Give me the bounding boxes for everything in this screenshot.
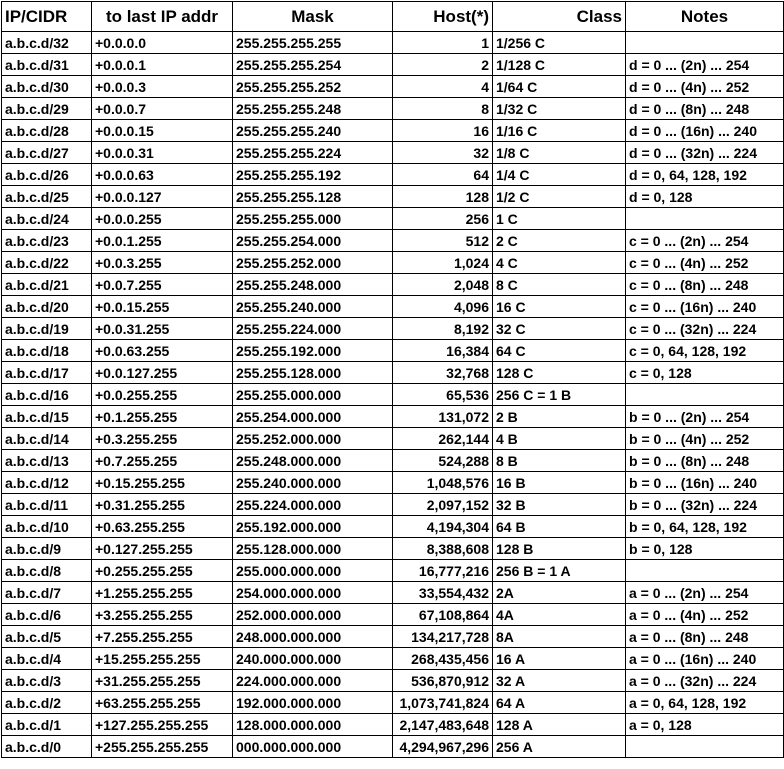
cell-notes: b = 0 ... (32n) ... 224 — [626, 494, 784, 516]
cell-mask: 255.254.000.000 — [233, 406, 393, 428]
table-row — [2, 230, 784, 252]
cell-ip-cidr: a.b.c.d/14 — [2, 428, 92, 450]
cell-mask: 255.255.255.224 — [233, 142, 393, 164]
cell-host: 268,435,456 — [393, 648, 493, 670]
cell-host: 1,073,741,824 — [393, 692, 493, 714]
table-row — [2, 604, 784, 626]
cell-mask: 255.255.240.000 — [233, 296, 393, 318]
cell-notes — [626, 560, 784, 582]
cell-class: 32 A — [493, 670, 626, 692]
cell-host: 16,384 — [393, 340, 493, 362]
cell-class: 1/256 C — [493, 32, 626, 54]
cell-class: 64 A — [493, 692, 626, 714]
cell-notes: a = 0, 128 — [626, 714, 784, 736]
cell-to-last-ip: +0.0.0.3 — [92, 76, 233, 98]
cell-to-last-ip: +0.0.3.255 — [92, 252, 233, 274]
cell-mask: 224.000.000.000 — [233, 670, 393, 692]
cell-to-last-ip: +0.0.0.63 — [92, 164, 233, 186]
cell-class: 1/8 C — [493, 142, 626, 164]
cell-class: 16 A — [493, 648, 626, 670]
cell-host: 16,777,216 — [393, 560, 493, 582]
cell-class: 64 C — [493, 340, 626, 362]
cell-notes: c = 0 ... (2n) ... 254 — [626, 230, 784, 252]
cell-to-last-ip: +0.0.63.255 — [92, 340, 233, 362]
cell-class: 1 C — [493, 208, 626, 230]
cell-notes: c = 0 ... (32n) ... 224 — [626, 318, 784, 340]
cell-to-last-ip: +0.31.255.255 — [92, 494, 233, 516]
cell-mask: 255.255.255.255 — [233, 32, 393, 54]
cell-to-last-ip: +7.255.255.255 — [92, 626, 233, 648]
cell-host: 2 — [393, 54, 493, 76]
cell-ip-cidr: a.b.c.d/4 — [2, 648, 92, 670]
cell-notes: a = 0 ... (16n) ... 240 — [626, 648, 784, 670]
cell-notes: a = 0 ... (32n) ... 224 — [626, 670, 784, 692]
cell-class: 2A — [493, 582, 626, 604]
header-mask: Mask — [233, 2, 393, 32]
cell-mask: 252.000.000.000 — [233, 604, 393, 626]
cell-host: 4,194,304 — [393, 516, 493, 538]
table-row — [2, 274, 784, 296]
cell-mask: 255.248.000.000 — [233, 450, 393, 472]
cell-ip-cidr: a.b.c.d/26 — [2, 164, 92, 186]
cell-notes: d = 0, 128 — [626, 186, 784, 208]
cell-ip-cidr: a.b.c.d/21 — [2, 274, 92, 296]
cell-host: 16 — [393, 120, 493, 142]
cell-notes: d = 0 ... (32n) ... 224 — [626, 142, 784, 164]
cell-to-last-ip: +0.0.0.31 — [92, 142, 233, 164]
cell-host: 33,554,432 — [393, 582, 493, 604]
cell-mask: 255.240.000.000 — [233, 472, 393, 494]
cell-host: 32,768 — [393, 362, 493, 384]
cell-ip-cidr: a.b.c.d/30 — [2, 76, 92, 98]
cell-host: 1,048,576 — [393, 472, 493, 494]
cell-mask: 255.255.128.000 — [233, 362, 393, 384]
cell-mask: 254.000.000.000 — [233, 582, 393, 604]
cell-mask: 128.000.000.000 — [233, 714, 393, 736]
table-row — [2, 98, 784, 120]
cell-notes — [626, 736, 784, 758]
table-row — [2, 340, 784, 362]
cell-host: 4,096 — [393, 296, 493, 318]
cell-ip-cidr: a.b.c.d/23 — [2, 230, 92, 252]
cell-mask: 255.255.252.000 — [233, 252, 393, 274]
table-row — [2, 318, 784, 340]
cell-to-last-ip: +0.0.0.7 — [92, 98, 233, 120]
cell-host: 2,147,483,648 — [393, 714, 493, 736]
cell-notes: c = 0 ... (4n) ... 252 — [626, 252, 784, 274]
cell-to-last-ip: +0.255.255.255 — [92, 560, 233, 582]
cell-notes: b = 0 ... (16n) ... 240 — [626, 472, 784, 494]
cell-mask: 255.255.255.128 — [233, 186, 393, 208]
cidr-table — [1, 1, 784, 758]
cell-class: 16 C — [493, 296, 626, 318]
cell-host: 64 — [393, 164, 493, 186]
cell-notes — [626, 32, 784, 54]
cell-mask: 255.255.255.252 — [233, 76, 393, 98]
cell-notes: b = 0 ... (2n) ... 254 — [626, 406, 784, 428]
cell-host: 4 — [393, 76, 493, 98]
cell-mask: 240.000.000.000 — [233, 648, 393, 670]
cell-class: 1/16 C — [493, 120, 626, 142]
table-row — [2, 428, 784, 450]
table-row — [2, 32, 784, 54]
header-notes: Notes — [626, 2, 784, 32]
cell-ip-cidr: a.b.c.d/0 — [2, 736, 92, 758]
cell-class: 256 C = 1 B — [493, 384, 626, 406]
cell-ip-cidr: a.b.c.d/31 — [2, 54, 92, 76]
cell-notes: d = 0 ... (4n) ... 252 — [626, 76, 784, 98]
cell-class: 32 C — [493, 318, 626, 340]
cell-notes: b = 0 ... (4n) ... 252 — [626, 428, 784, 450]
cell-to-last-ip: +31.255.255.255 — [92, 670, 233, 692]
table-row — [2, 164, 784, 186]
cell-class: 8 B — [493, 450, 626, 472]
table-row — [2, 76, 784, 98]
header-ip-cidr: IP/CIDR — [2, 2, 92, 32]
cell-host: 1,024 — [393, 252, 493, 274]
cell-class: 256 B = 1 A — [493, 560, 626, 582]
cell-host: 8,388,608 — [393, 538, 493, 560]
cell-to-last-ip: +0.0.0.0 — [92, 32, 233, 54]
cell-ip-cidr: a.b.c.d/20 — [2, 296, 92, 318]
cell-class: 4 B — [493, 428, 626, 450]
cell-class: 2 B — [493, 406, 626, 428]
cell-to-last-ip: +0.15.255.255 — [92, 472, 233, 494]
cell-to-last-ip: +1.255.255.255 — [92, 582, 233, 604]
table-row — [2, 120, 784, 142]
table-body — [2, 32, 784, 758]
cell-ip-cidr: a.b.c.d/17 — [2, 362, 92, 384]
table-header — [2, 2, 784, 32]
table-row — [2, 538, 784, 560]
cell-ip-cidr: a.b.c.d/2 — [2, 692, 92, 714]
cell-ip-cidr: a.b.c.d/32 — [2, 32, 92, 54]
cell-notes — [626, 208, 784, 230]
table-row — [2, 582, 784, 604]
cell-mask: 255.224.000.000 — [233, 494, 393, 516]
cell-mask: 000.000.000.000 — [233, 736, 393, 758]
cell-mask: 255.192.000.000 — [233, 516, 393, 538]
cell-to-last-ip: +0.0.31.255 — [92, 318, 233, 340]
cell-mask: 248.000.000.000 — [233, 626, 393, 648]
cell-to-last-ip: +0.0.1.255 — [92, 230, 233, 252]
cell-class: 32 B — [493, 494, 626, 516]
table-row — [2, 516, 784, 538]
cell-notes: d = 0 ... (8n) ... 248 — [626, 98, 784, 120]
cell-notes — [626, 384, 784, 406]
table-row — [2, 450, 784, 472]
table-row — [2, 494, 784, 516]
cell-mask: 255.255.000.000 — [233, 384, 393, 406]
cell-to-last-ip: +0.7.255.255 — [92, 450, 233, 472]
table-row — [2, 670, 784, 692]
cell-mask: 255.255.255.254 — [233, 54, 393, 76]
cell-to-last-ip: +0.1.255.255 — [92, 406, 233, 428]
header-class: Class — [493, 2, 626, 32]
table-row — [2, 208, 784, 230]
cell-mask: 255.000.000.000 — [233, 560, 393, 582]
cell-class: 8 C — [493, 274, 626, 296]
cell-notes: a = 0, 64, 128, 192 — [626, 692, 784, 714]
header-to-last-ip: to last IP addr — [92, 2, 233, 32]
table-row — [2, 186, 784, 208]
cell-ip-cidr: a.b.c.d/24 — [2, 208, 92, 230]
cell-ip-cidr: a.b.c.d/11 — [2, 494, 92, 516]
header-host: Host(*) — [393, 2, 493, 32]
cell-mask: 255.255.255.248 — [233, 98, 393, 120]
cell-ip-cidr: a.b.c.d/9 — [2, 538, 92, 560]
cell-class: 1/128 C — [493, 54, 626, 76]
cell-notes: c = 0 ... (8n) ... 248 — [626, 274, 784, 296]
cell-ip-cidr: a.b.c.d/27 — [2, 142, 92, 164]
cell-to-last-ip: +0.0.7.255 — [92, 274, 233, 296]
cell-host: 67,108,864 — [393, 604, 493, 626]
cell-mask: 255.255.192.000 — [233, 340, 393, 362]
header-row — [2, 2, 784, 32]
cell-to-last-ip: +0.0.15.255 — [92, 296, 233, 318]
table-row — [2, 406, 784, 428]
cell-notes: d = 0, 64, 128, 192 — [626, 164, 784, 186]
cell-class: 8A — [493, 626, 626, 648]
cell-ip-cidr: a.b.c.d/25 — [2, 186, 92, 208]
table-row — [2, 692, 784, 714]
cell-mask: 255.255.255.240 — [233, 120, 393, 142]
cell-host: 262,144 — [393, 428, 493, 450]
cell-mask: 255.255.255.192 — [233, 164, 393, 186]
cell-host: 131,072 — [393, 406, 493, 428]
cell-notes: b = 0, 128 — [626, 538, 784, 560]
cell-notes: b = 0, 64, 128, 192 — [626, 516, 784, 538]
table-row — [2, 560, 784, 582]
cell-to-last-ip: +127.255.255.255 — [92, 714, 233, 736]
cell-mask: 255.255.255.000 — [233, 208, 393, 230]
cell-class: 1/64 C — [493, 76, 626, 98]
cell-class: 1/32 C — [493, 98, 626, 120]
cell-to-last-ip: +0.3.255.255 — [92, 428, 233, 450]
cell-to-last-ip: +15.255.255.255 — [92, 648, 233, 670]
cell-to-last-ip: +0.0.0.1 — [92, 54, 233, 76]
cell-ip-cidr: a.b.c.d/10 — [2, 516, 92, 538]
cell-host: 256 — [393, 208, 493, 230]
table-row — [2, 252, 784, 274]
cell-host: 524,288 — [393, 450, 493, 472]
table-row — [2, 736, 784, 758]
cell-ip-cidr: a.b.c.d/3 — [2, 670, 92, 692]
cell-host: 2,048 — [393, 274, 493, 296]
cell-ip-cidr: a.b.c.d/13 — [2, 450, 92, 472]
cell-to-last-ip: +0.63.255.255 — [92, 516, 233, 538]
cell-notes: c = 0 ... (16n) ... 240 — [626, 296, 784, 318]
cell-mask: 255.255.248.000 — [233, 274, 393, 296]
cell-class: 4 C — [493, 252, 626, 274]
cell-mask: 255.128.000.000 — [233, 538, 393, 560]
cell-ip-cidr: a.b.c.d/28 — [2, 120, 92, 142]
cell-class: 16 B — [493, 472, 626, 494]
table-row — [2, 648, 784, 670]
cell-ip-cidr: a.b.c.d/29 — [2, 98, 92, 120]
cell-notes: c = 0, 128 — [626, 362, 784, 384]
cell-notes: a = 0 ... (8n) ... 248 — [626, 626, 784, 648]
cell-mask: 255.252.000.000 — [233, 428, 393, 450]
cell-ip-cidr: a.b.c.d/22 — [2, 252, 92, 274]
cell-to-last-ip: +0.0.255.255 — [92, 384, 233, 406]
cell-to-last-ip: +0.0.0.127 — [92, 186, 233, 208]
cell-host: 512 — [393, 230, 493, 252]
cell-host: 2,097,152 — [393, 494, 493, 516]
cell-ip-cidr: a.b.c.d/18 — [2, 340, 92, 362]
table-row — [2, 384, 784, 406]
cell-host: 32 — [393, 142, 493, 164]
cell-ip-cidr: a.b.c.d/8 — [2, 560, 92, 582]
cell-host: 1 — [393, 32, 493, 54]
cell-ip-cidr: a.b.c.d/16 — [2, 384, 92, 406]
cell-ip-cidr: a.b.c.d/5 — [2, 626, 92, 648]
cell-host: 8 — [393, 98, 493, 120]
cell-class: 2 C — [493, 230, 626, 252]
cell-class: 1/2 C — [493, 186, 626, 208]
cell-host: 536,870,912 — [393, 670, 493, 692]
cell-to-last-ip: +63.255.255.255 — [92, 692, 233, 714]
cell-to-last-ip: +0.0.0.15 — [92, 120, 233, 142]
cell-notes: b = 0 ... (8n) ... 248 — [626, 450, 784, 472]
cell-notes: d = 0 ... (16n) ... 240 — [626, 120, 784, 142]
cell-ip-cidr: a.b.c.d/15 — [2, 406, 92, 428]
cell-ip-cidr: a.b.c.d/12 — [2, 472, 92, 494]
table-row — [2, 714, 784, 736]
cell-class: 64 B — [493, 516, 626, 538]
cell-host: 65,536 — [393, 384, 493, 406]
cell-notes: d = 0 ... (2n) ... 254 — [626, 54, 784, 76]
table-row — [2, 142, 784, 164]
cell-host: 128 — [393, 186, 493, 208]
table-row — [2, 54, 784, 76]
cell-host: 4,294,967,296 — [393, 736, 493, 758]
table-row — [2, 362, 784, 384]
cell-ip-cidr: a.b.c.d/6 — [2, 604, 92, 626]
cell-class: 128 C — [493, 362, 626, 384]
cell-class: 128 B — [493, 538, 626, 560]
table-row — [2, 296, 784, 318]
cell-ip-cidr: a.b.c.d/1 — [2, 714, 92, 736]
cell-to-last-ip: +255.255.255.255 — [92, 736, 233, 758]
cell-notes: a = 0 ... (2n) ... 254 — [626, 582, 784, 604]
cell-notes: c = 0, 64, 128, 192 — [626, 340, 784, 362]
cell-class: 1/4 C — [493, 164, 626, 186]
cell-class: 4A — [493, 604, 626, 626]
cell-notes: a = 0 ... (4n) ... 252 — [626, 604, 784, 626]
cell-host: 134,217,728 — [393, 626, 493, 648]
cell-ip-cidr: a.b.c.d/7 — [2, 582, 92, 604]
cell-to-last-ip: +0.0.127.255 — [92, 362, 233, 384]
cell-ip-cidr: a.b.c.d/19 — [2, 318, 92, 340]
table-row — [2, 472, 784, 494]
cell-to-last-ip: +0.0.0.255 — [92, 208, 233, 230]
cell-mask: 192.000.000.000 — [233, 692, 393, 714]
cell-mask: 255.255.224.000 — [233, 318, 393, 340]
table-row — [2, 626, 784, 648]
cell-to-last-ip: +0.127.255.255 — [92, 538, 233, 560]
cell-class: 128 A — [493, 714, 626, 736]
cell-to-last-ip: +3.255.255.255 — [92, 604, 233, 626]
cell-mask: 255.255.254.000 — [233, 230, 393, 252]
cell-host: 8,192 — [393, 318, 493, 340]
cell-class: 256 A — [493, 736, 626, 758]
